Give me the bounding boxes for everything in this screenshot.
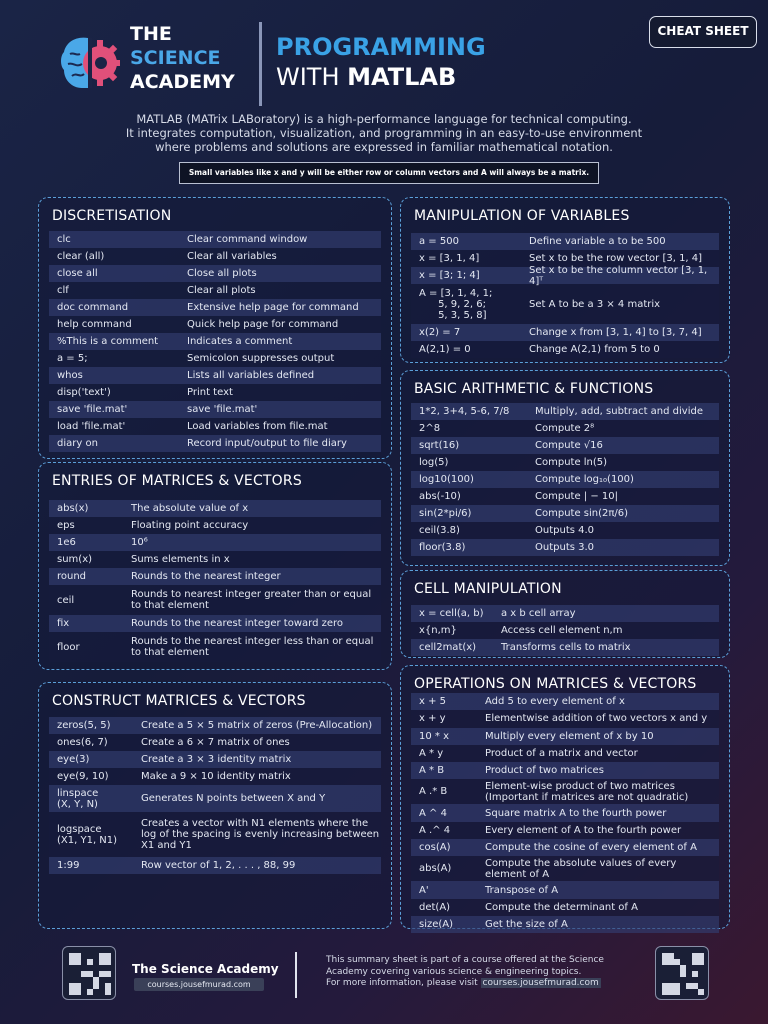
footer-divider (295, 952, 297, 998)
description-text: Change A(2,1) from 5 to 0 (529, 344, 660, 355)
command-text: floor (57, 641, 80, 653)
brand-name (130, 22, 235, 94)
section-operations (400, 665, 730, 929)
section-arithmetic (400, 370, 730, 566)
header-divider (259, 22, 262, 106)
command-text: %This is a comment (57, 336, 159, 347)
table-row (49, 812, 381, 857)
description-text: Quick help page for command (187, 319, 339, 330)
table-row (411, 728, 719, 745)
description-text: Element-wise product of two matrices (Important if matrices are not quadratic) (485, 780, 689, 803)
table-row (49, 367, 381, 384)
description-text: Extensive help page for command (187, 302, 359, 313)
command-text: sum(x) (57, 554, 93, 565)
description-text: Make a 9 × 10 identity matrix (141, 771, 291, 782)
command-text: A * B (419, 765, 445, 777)
table-row (411, 899, 719, 916)
description-text: The absolute value of x (131, 503, 249, 514)
section-manipulation (400, 197, 730, 363)
command-text: 10 * x (419, 730, 449, 742)
brand-line-1: THE (130, 23, 172, 45)
table-row (49, 316, 381, 333)
command-text: save 'file.mat' (57, 404, 128, 415)
description-text: Transforms cells to matrix (501, 642, 631, 653)
command-text: round (57, 571, 87, 582)
brand-line-2: SCIENCE (130, 47, 221, 69)
table-row (49, 282, 381, 299)
table-row (411, 284, 719, 324)
table-row (49, 418, 381, 435)
command-text: x = cell(a, b) (419, 608, 484, 619)
footer-url[interactable]: courses.jousefmurad.com (134, 978, 264, 991)
description-text: Square matrix A to the fourth power (485, 807, 667, 819)
table-row (49, 299, 381, 316)
cheat-sheet-badge: CHEAT SHEET (649, 16, 757, 48)
description-text: Set x to be the column vector [3, 1, 4]ᵀ (529, 264, 708, 287)
description-text: Rounds to nearest integer greater than or equal to that element (131, 589, 372, 611)
description-text: Compute 2⁸ (535, 423, 595, 434)
brain-gear-logo-icon (58, 32, 122, 94)
table-row (411, 839, 719, 856)
command-table (49, 500, 381, 662)
command-text: zeros(5, 5) (57, 720, 111, 731)
table-row (49, 534, 381, 551)
command-text: eye(9, 10) (57, 771, 109, 782)
command-text: clc (57, 234, 71, 245)
description-text: Product of a matrix and vector (485, 748, 638, 760)
description-text: Get the size of A (485, 919, 568, 931)
table-row (49, 734, 381, 751)
command-text: log(5) (419, 457, 449, 468)
table-row (411, 856, 719, 881)
intro-text: MATLAB (MATrix LABoratory) is a high-performance language for technical computing. It integrates computation, visualization, and programming in an easy-to-use environment where problems and solutions are expressed in familiar mathematical notation. (125, 112, 643, 154)
command-table (411, 403, 719, 556)
description-text: Create a 6 × 7 matrix of ones (141, 737, 290, 748)
command-table (411, 693, 719, 933)
command-text: diary on (57, 438, 98, 449)
table-row (411, 605, 719, 622)
description-text: Multiply every element of x by 10 (485, 730, 654, 742)
command-text: x = [3; 1; 4] (419, 270, 480, 281)
section-entries (38, 462, 392, 670)
section-title: CONSTRUCT MATRICES & VECTORS (52, 693, 306, 709)
section-title: OPERATIONS ON MATRICES & VECTORS (414, 676, 697, 692)
description-text: Rounds to the nearest integer less than or equal to that element (131, 636, 374, 658)
table-row (411, 639, 719, 656)
command-text: cell2mat(x) (419, 642, 477, 653)
command-text: ceil (57, 594, 75, 606)
table-row (411, 403, 719, 420)
command-text: sqrt(16) (419, 440, 460, 451)
description-text: Compute the absolute values of every element of A (485, 857, 677, 880)
command-text: logspace (X1, Y1, N1) (57, 823, 118, 846)
table-row (411, 745, 719, 762)
header (0, 0, 768, 110)
description-text: Semicolon suppresses output (187, 353, 335, 364)
command-text: load 'file.mat' (57, 421, 126, 432)
title-line-2: WITH MATLAB (276, 63, 457, 91)
table-row (411, 488, 719, 505)
footer-academy-name: The Science Academy (132, 962, 279, 976)
table-row (49, 384, 381, 401)
command-text: log10(100) (419, 474, 474, 485)
table-row (411, 539, 719, 556)
command-text: ceil(3.8) (419, 525, 460, 536)
command-text: 1e6 (57, 537, 76, 548)
description-text: save 'file.mat' (187, 404, 258, 415)
table-row (49, 768, 381, 785)
section-cell (400, 570, 730, 658)
table-row (411, 881, 719, 898)
table-row (49, 585, 381, 615)
description-text: Clear all variables (187, 251, 277, 262)
section-title: BASIC ARITHMETIC & FUNCTIONS (414, 381, 654, 397)
page-title (276, 32, 486, 92)
command-text: size(A) (419, 919, 454, 931)
command-text: whos (57, 370, 83, 381)
section-title: CELL MANIPULATION (414, 581, 562, 597)
footer-text: This summary sheet is part of a course offered at the Science Academy covering various science & engineering topics. For more information, please visit courses.jousefmurad.com (326, 955, 604, 988)
command-text: abs(A) (419, 863, 452, 875)
table-row (49, 500, 381, 517)
table-row (49, 248, 381, 265)
command-table (49, 231, 381, 452)
description-text: Every element of A to the fourth power (485, 824, 682, 836)
table-row (411, 454, 719, 471)
description-text: 10⁶ (131, 537, 148, 548)
table-row (411, 471, 719, 488)
command-text: abs(x) (57, 503, 89, 514)
command-text: A(2,1) = 0 (419, 344, 471, 355)
command-text: x + y (419, 713, 446, 725)
command-text: clf (57, 285, 69, 296)
description-text: Elementwise addition of two vectors x and y (485, 713, 708, 725)
table-row (49, 517, 381, 534)
table-row (411, 324, 719, 341)
table-row (411, 522, 719, 539)
description-text: Creates a vector with N1 elements where the log of the spacing is evenly increasing between X1 and Y1 (141, 818, 380, 851)
description-text: Compute the cosine of every element of A (485, 842, 697, 854)
command-table (49, 717, 381, 874)
description-text: Indicates a comment (187, 336, 293, 347)
section-title: MANIPULATION OF VARIABLES (414, 208, 630, 224)
command-text: abs(-10) (419, 491, 461, 502)
table-row (411, 420, 719, 437)
description-text: Floating point accuracy (131, 520, 249, 531)
command-text: 2^8 (419, 423, 441, 434)
command-text: clear (all) (57, 251, 105, 262)
table-row (411, 693, 719, 710)
section-title: ENTRIES OF MATRICES & VECTORS (52, 473, 302, 489)
command-text: A' (419, 884, 429, 896)
table-row (49, 350, 381, 367)
description-text: Compute √16 (535, 440, 603, 451)
notation-note: Small variables like x and y will be either row or column vectors and A will always be a matrix. (179, 162, 599, 184)
command-text: A .* B (419, 786, 448, 798)
command-text: x + 5 (419, 696, 447, 708)
command-text: a = 500 (419, 236, 459, 247)
description-text: Define variable a to be 500 (529, 236, 666, 247)
description-text: Compute ln(5) (535, 457, 608, 468)
table-row (49, 632, 381, 662)
qr-code-left[interactable] (62, 946, 116, 1000)
command-text: linspace (X, Y, N) (57, 787, 99, 810)
section-discretisation (38, 197, 392, 459)
description-text: Load variables from file.mat (187, 421, 328, 432)
command-text: eps (57, 520, 75, 531)
table-row (49, 615, 381, 632)
description-text: Change x from [3, 1, 4] to [3, 7, 4] (529, 327, 702, 338)
description-text: Outputs 3.0 (535, 542, 595, 553)
qr-code-icon (662, 953, 704, 995)
section-title: DISCRETISATION (52, 208, 172, 224)
description-text: Generates N points between X and Y (141, 793, 326, 804)
table-row (49, 401, 381, 418)
description-text: Row vector of 1, 2, . . . , 88, 99 (141, 860, 296, 871)
description-text: Set A to be a 3 × 4 matrix (529, 298, 661, 310)
description-text: Rounds to the nearest integer toward zero (131, 618, 344, 629)
command-text: floor(3.8) (419, 542, 466, 553)
table-row (49, 435, 381, 452)
table-row (49, 231, 381, 248)
table-row (49, 751, 381, 768)
command-text: fix (57, 618, 70, 629)
description-text: Set x to be the row vector [3, 1, 4] (529, 253, 703, 264)
description-text: Product of two matrices (485, 765, 604, 777)
table-row (411, 916, 719, 933)
table-row (411, 233, 719, 250)
command-text: help command (57, 319, 132, 330)
table-row (411, 505, 719, 522)
command-text: cos(A) (419, 842, 451, 854)
command-table (411, 233, 719, 358)
description-text: Create a 3 × 3 identity matrix (141, 754, 292, 765)
description-text: Create a 5 × 5 matrix of zeros (Pre-Allocation) (141, 720, 373, 731)
description-text: a x b cell array (501, 608, 576, 619)
table-row (411, 264, 719, 287)
command-text: A * y (419, 748, 444, 760)
command-text: eye(3) (57, 754, 90, 765)
description-text: Compute | − 10| (535, 491, 618, 502)
table-row (49, 265, 381, 282)
command-text: det(A) (419, 901, 451, 913)
command-text: x(2) = 7 (419, 327, 461, 338)
description-text: Add 5 to every element of x (485, 696, 625, 708)
description-text: Outputs 4.0 (535, 525, 595, 536)
command-text: ones(6, 7) (57, 737, 108, 748)
command-text: a = 5; (57, 353, 88, 364)
command-table (411, 605, 719, 656)
table-row (411, 710, 719, 727)
table-row (411, 622, 719, 639)
table-row (411, 762, 719, 779)
section-construct (38, 682, 392, 929)
table-row (49, 857, 381, 874)
command-text: 1*2, 3+4, 5-6, 7/8 (419, 406, 510, 417)
table-row (49, 717, 381, 734)
table-row (49, 333, 381, 350)
description-text: Print text (187, 387, 233, 398)
description-text: Compute sin(2π/6) (535, 508, 629, 519)
description-text: Access cell element n,m (501, 625, 623, 636)
qr-code-icon (69, 953, 111, 995)
command-text: A .^ 4 (419, 824, 451, 836)
table-row (49, 551, 381, 568)
table-row (411, 822, 719, 839)
qr-code-right[interactable] (655, 946, 709, 1000)
description-text: Rounds to the nearest integer (131, 571, 281, 582)
description-text: Compute log₁₀(100) (535, 474, 634, 485)
description-text: Close all plots (187, 268, 257, 279)
command-text: close all (57, 268, 98, 279)
table-row (411, 437, 719, 454)
description-text: Multiply, add, subtract and divide (535, 406, 703, 417)
command-text: A ^ 4 (419, 807, 447, 819)
description-text: Sums elements in x (131, 554, 230, 565)
table-row (411, 779, 719, 804)
description-text: Transpose of A (485, 884, 559, 896)
table-row (411, 804, 719, 821)
command-text: A = [3, 1, 4, 1; 5, 9, 2, 6; 5, 3, 5, 8] (419, 287, 493, 321)
table-row (411, 341, 719, 358)
description-text: Clear command window (187, 234, 308, 245)
description-text: Compute the determinant of A (485, 901, 638, 913)
command-text: 1:99 (57, 860, 80, 871)
description-text: Record input/output to file diary (187, 438, 347, 449)
command-text: sin(2*pi/6) (419, 508, 472, 519)
command-text: disp('text') (57, 387, 111, 398)
command-text: doc command (57, 302, 129, 313)
title-line-1: PROGRAMMING (276, 33, 486, 61)
brand-line-3: ACADEMY (130, 71, 235, 93)
command-text: x = [3, 1, 4] (419, 253, 480, 264)
description-text: Clear all plots (187, 285, 256, 296)
footer-link[interactable]: courses.jousefmurad.com (482, 978, 599, 988)
command-text: x{n,m} (419, 625, 457, 636)
description-text: Lists all variables defined (187, 370, 315, 381)
table-row (49, 785, 381, 812)
table-row (49, 568, 381, 585)
